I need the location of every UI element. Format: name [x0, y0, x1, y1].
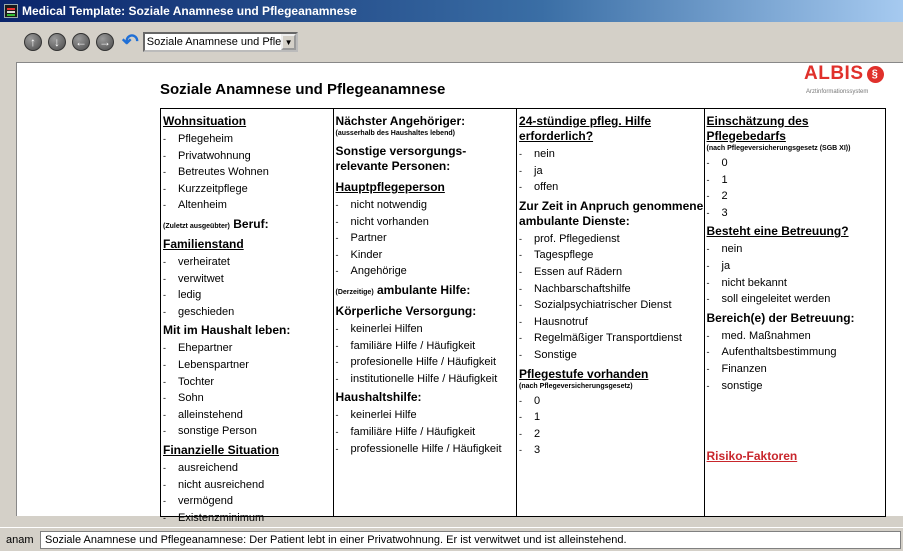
option-item[interactable]: - Partner	[336, 230, 517, 247]
option-list	[163, 340, 333, 440]
option-item[interactable]: - nein	[707, 241, 886, 258]
undo-icon[interactable]: ↶	[122, 31, 139, 53]
option-item[interactable]: - familiäre Hilfe / Häufigkeit	[336, 338, 517, 355]
section-heading: (Zuletzt ausgeübter) Beruf:	[163, 216, 269, 231]
option-item[interactable]: - familiäre Hilfe / Häufigkeit	[336, 424, 517, 441]
option-list	[519, 146, 703, 196]
status-bar	[0, 527, 903, 551]
column-2	[334, 109, 518, 516]
option-item[interactable]: - 3	[519, 442, 703, 459]
option-item[interactable]: - Regelmäßiger Transportdienst	[519, 330, 703, 347]
option-item[interactable]: - verheiratet	[163, 254, 333, 271]
toolbar	[0, 22, 903, 62]
option-list	[707, 328, 886, 394]
down-arrow-icon[interactable]: ↓	[48, 33, 66, 51]
option-item[interactable]: - Pflegeheim	[163, 131, 333, 148]
option-item[interactable]: - profesionelle Hilfe / Häufigkeit	[336, 354, 517, 371]
chevron-down-icon[interactable]: ▼	[281, 34, 295, 50]
option-item[interactable]: - vermögend	[163, 493, 333, 510]
option-item[interactable]: - keinerlei Hilfe	[336, 407, 517, 424]
option-item[interactable]: - nicht ausreichend	[163, 477, 333, 494]
option-item[interactable]: - ja	[519, 163, 703, 180]
status-code: anam	[6, 533, 34, 546]
option-item[interactable]: - 0	[519, 393, 703, 410]
option-list	[163, 131, 333, 214]
section-heading: Besteht eine Betreuung?	[706, 224, 849, 239]
left-arrow-icon[interactable]: ←	[72, 33, 90, 51]
option-item[interactable]: - Hausnotruf	[519, 314, 703, 331]
section-heading: Sonstige versorgungs-relevante Personen:	[335, 144, 467, 173]
section-heading: Haushaltshilfe:	[335, 390, 422, 405]
option-list	[707, 241, 886, 307]
option-item[interactable]: - 0	[707, 155, 886, 172]
option-list	[519, 231, 703, 364]
option-item[interactable]: - institutionelle Hilfe / Häufigkeit	[336, 371, 517, 388]
option-item[interactable]: - Lebenspartner	[163, 357, 333, 374]
albis-logo-mark: §	[867, 66, 884, 83]
section-heading: Mit im Haushalt leben:	[163, 323, 291, 338]
section-heading: (Derzeitige) ambulante Hilfe:	[335, 282, 471, 297]
option-list	[707, 155, 886, 221]
option-item[interactable]: - Tochter	[163, 374, 333, 391]
column-4	[705, 109, 886, 516]
section-heading: Pflegestufe vorhanden	[519, 366, 649, 381]
section-heading: Zur Zeit in Anpruch genommene ambulante Dienste:	[519, 198, 704, 228]
option-list	[336, 321, 517, 387]
option-item[interactable]: - ledig	[163, 287, 333, 304]
section-heading: Hauptpflegeperson	[335, 180, 445, 194]
app-icon	[4, 4, 18, 18]
section-heading: Wohnsituation	[163, 114, 247, 128]
option-item[interactable]: - Nachbarschaftshilfe	[519, 281, 703, 298]
section-heading: Einschätzung des Pflegebedarfs	[706, 114, 809, 143]
option-item[interactable]: - sonstige Person	[163, 423, 333, 440]
option-item[interactable]: - verwitwet	[163, 271, 333, 288]
option-item[interactable]: - prof. Pflegedienst	[519, 231, 703, 248]
option-item[interactable]: - Sonstige	[519, 347, 703, 364]
column-3	[517, 109, 704, 516]
option-item[interactable]: - 1	[519, 409, 703, 426]
summary-text-field[interactable]: Soziale Anamnese und Pflegeanamnese: Der Patient lebt in einer Privatwohnung. Er ist verwitwet und ist alleinstehend.	[40, 531, 901, 549]
form-grid	[160, 108, 886, 524]
option-item[interactable]: - 2	[519, 426, 703, 443]
option-item[interactable]: - Angehörige	[336, 263, 517, 280]
option-item[interactable]: - geschieden	[163, 304, 333, 321]
option-item[interactable]: - 3	[707, 205, 886, 222]
section-heading: Körperliche Versorgung:	[335, 303, 477, 318]
option-item[interactable]: - Privatwohnung	[163, 148, 333, 165]
option-item[interactable]: - ausreichend	[163, 460, 333, 477]
option-list	[163, 254, 333, 320]
option-item[interactable]: - Existenzminimum	[163, 510, 333, 527]
option-item[interactable]: - Ehepartner	[163, 340, 333, 357]
option-item[interactable]: - nein	[519, 146, 703, 163]
risk-factors-link[interactable]: Risiko-Faktoren	[706, 449, 798, 464]
option-item[interactable]: - soll eingeleitet werden	[707, 291, 886, 308]
up-arrow-icon[interactable]: ↑	[24, 33, 42, 51]
option-item[interactable]: - professionelle Hilfe / Häufigkeit	[336, 441, 517, 458]
page-title: Soziale Anamnese und Pflegeanamnese	[160, 81, 446, 98]
option-item[interactable]: - alleinstehend	[163, 407, 333, 424]
option-item[interactable]: - nicht bekannt	[707, 275, 886, 292]
option-item[interactable]: - sonstige	[707, 378, 886, 395]
option-item[interactable]: - Altenheim	[163, 197, 333, 214]
option-item[interactable]: - 2	[707, 188, 886, 205]
option-item[interactable]: - Kinder	[336, 247, 517, 264]
option-item[interactable]: - Aufenthaltsbestimmung	[707, 344, 886, 361]
option-item[interactable]: - Finanzen	[707, 361, 886, 378]
template-canvas	[16, 62, 903, 524]
window-title-bar	[0, 0, 903, 22]
column-1	[161, 109, 334, 524]
option-item[interactable]: - Betreutes Wohnen	[163, 164, 333, 181]
section-note: (ausserhalb des Haushaltes lebend)	[335, 130, 455, 137]
option-item[interactable]: - nicht vorhanden	[336, 214, 517, 231]
section-note: (nach Pflegeversicherungsgesetz)	[519, 382, 633, 390]
option-item[interactable]: - Sozialpsychiatrischer Dienst	[519, 297, 703, 314]
albis-logo: ALBIS § Arztinformationssystem	[804, 63, 884, 103]
option-item[interactable]: - offen	[519, 179, 703, 196]
section-heading: Familienstand	[163, 236, 244, 251]
section-heading: Bereich(e) der Betreuung:	[706, 310, 855, 325]
option-item[interactable]: - keinerlei Hilfen	[336, 321, 517, 338]
section-heading: Nächster Angehöriger:	[335, 114, 466, 128]
right-arrow-icon[interactable]: →	[96, 33, 114, 51]
section-heading: 24-stündige pfleg. Hilfe erforderlich?	[519, 114, 652, 143]
option-item[interactable]: - med. Maßnahmen	[707, 328, 886, 345]
option-item[interactable]: - ja	[707, 258, 886, 275]
option-item[interactable]: - Kurzzeitpflege	[163, 181, 333, 198]
option-item[interactable]: - nicht notwendig	[336, 197, 517, 214]
option-item[interactable]: - 1	[707, 172, 886, 189]
option-item[interactable]: - Sohn	[163, 390, 333, 407]
template-select[interactable]: Soziale Anamnese und Pfle ▼	[143, 32, 298, 52]
section-note: (nach Pflegeversicherungsgesetz (SGB XI))	[706, 145, 851, 152]
option-list	[519, 393, 703, 459]
option-list	[163, 460, 333, 526]
window-title: Medical Template: Soziale Anamnese und Pflegeanamnese	[22, 4, 357, 18]
section-heading: Finanzielle Situation	[163, 442, 280, 457]
option-list	[336, 197, 517, 280]
option-list	[336, 407, 517, 457]
option-item[interactable]: - Essen auf Rädern	[519, 264, 703, 281]
option-item[interactable]: - Tagespflege	[519, 247, 703, 264]
